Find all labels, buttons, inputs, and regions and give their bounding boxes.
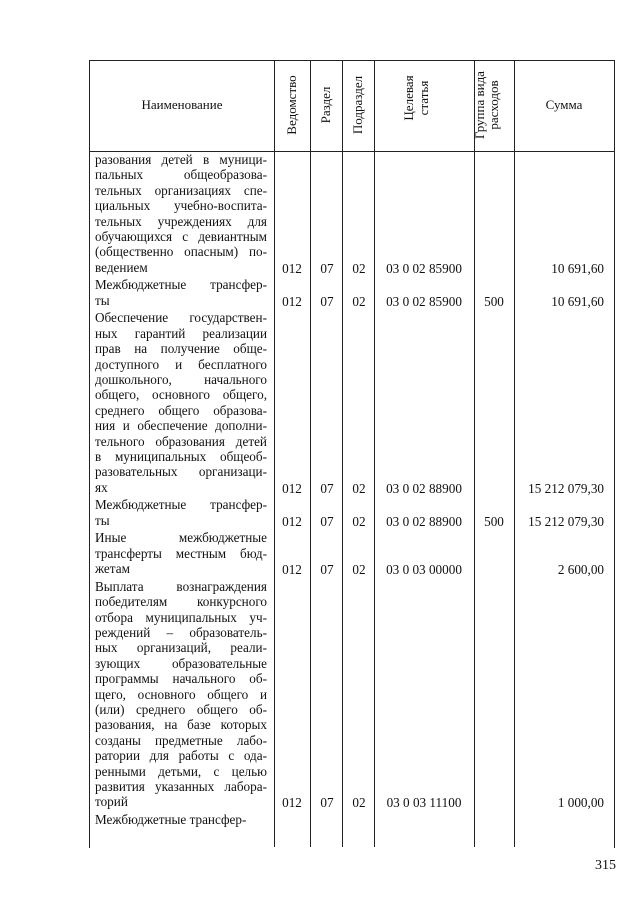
header-razdel: Раздел bbox=[318, 86, 333, 124]
cell-summa: 15 212 079,30 bbox=[528, 513, 604, 529]
row-name-line: разования детей в муници- bbox=[95, 152, 267, 167]
row-name-line: созданы предметные лабо- bbox=[95, 732, 267, 748]
header-celevaya-line1: Целевая bbox=[401, 75, 416, 121]
cell-podrazdel: 02 bbox=[352, 293, 366, 309]
cell-celevaya: 03 0 02 85900 bbox=[386, 260, 462, 276]
row-name-line: победителям конкурсного bbox=[95, 594, 267, 610]
col-rule-grp bbox=[514, 60, 515, 847]
row-name-line: тельного образования детей bbox=[95, 433, 267, 449]
cell-gruppa: 500 bbox=[484, 293, 504, 309]
row-name-line: (общественно опасным) по- bbox=[95, 244, 267, 260]
col-rule-ved bbox=[310, 60, 311, 847]
row-name-line: жетам bbox=[95, 561, 130, 577]
row-name-line: зующих образовательные bbox=[95, 655, 267, 671]
cell-razdel: 07 bbox=[320, 562, 334, 578]
row-name-line: обучающихся с девиантным bbox=[95, 229, 267, 244]
row-name-line: тельных учреждениях для bbox=[95, 213, 267, 229]
col-rule-pod bbox=[374, 60, 375, 847]
row-name-line: программы начального об- bbox=[95, 671, 267, 687]
row-name-line: разовательных организаци- bbox=[95, 464, 267, 480]
cell-celevaya: 03 0 02 88900 bbox=[386, 513, 462, 529]
header-summa: Сумма bbox=[545, 97, 583, 112]
row-name-line: тельных организациях спе- bbox=[95, 182, 267, 198]
row-name-line: циальных учебно-воспита- bbox=[95, 198, 267, 214]
header-vedomstvo: Ведомство bbox=[284, 75, 299, 135]
row-name-line: трансферты местным бюд- bbox=[95, 545, 267, 561]
row-name-line: прав на получение обще- bbox=[95, 341, 267, 357]
cell-podrazdel: 02 bbox=[352, 562, 366, 578]
row-name-line: торий bbox=[95, 794, 128, 810]
header-celevaya bbox=[380, 61, 468, 151]
row-name-line: Иные межбюджетные bbox=[95, 530, 267, 546]
cell-razdel: 07 bbox=[320, 260, 334, 276]
row-name-line: ренными детьми, с целью bbox=[95, 763, 267, 779]
cell-summa: 10 691,60 bbox=[551, 260, 604, 276]
row-name-line: ведением bbox=[95, 259, 148, 275]
row-name-line: (или) среднего общего об- bbox=[95, 702, 267, 717]
row-name-line: ных организаций, реали- bbox=[95, 640, 267, 656]
cell-summa: 2 600,00 bbox=[557, 562, 604, 578]
cell-podrazdel: 02 bbox=[352, 260, 366, 276]
row-name-line: реждений – образователь- bbox=[95, 625, 267, 640]
header-gruppa bbox=[472, 61, 514, 151]
row-name-line: дошкольного, начального bbox=[95, 372, 267, 387]
col-rule-cel bbox=[474, 60, 475, 847]
header-gruppa-line2: расходов bbox=[486, 80, 501, 130]
cell-summa: 1 000,00 bbox=[557, 795, 604, 811]
cell-vedomstvo: 012 bbox=[282, 480, 302, 496]
cell-celevaya: 03 0 02 88900 bbox=[386, 480, 462, 496]
row-name-line: Межбюджетные трансфер- bbox=[95, 277, 267, 293]
cell-podrazdel: 02 bbox=[352, 480, 366, 496]
cell-gruppa: 500 bbox=[484, 513, 504, 529]
col-rule-raz bbox=[342, 60, 343, 847]
row-name-line: Межбюджетные трансфер- bbox=[95, 812, 247, 827]
cell-razdel: 07 bbox=[320, 513, 334, 529]
cell-vedomstvo: 012 bbox=[282, 293, 302, 309]
row-name-line: развития указанных лабора- bbox=[95, 779, 267, 794]
cell-celevaya: 03 0 02 85900 bbox=[386, 293, 462, 309]
cell-celevaya: 03 0 03 00000 bbox=[386, 562, 462, 578]
row-name-line: доступного и бесплатного bbox=[95, 356, 267, 372]
page-number: 315 bbox=[595, 858, 616, 873]
header-celevaya-line2: статья bbox=[416, 80, 431, 116]
row-name-line: в муниципальных общеоб- bbox=[95, 449, 267, 464]
row-name-line: среднего общего образова- bbox=[95, 402, 267, 418]
row-name-line: Межбюджетные трансфер- bbox=[95, 497, 267, 513]
row-name-line: щего, основного общего и bbox=[95, 686, 267, 702]
cell-vedomstvo: 012 bbox=[282, 795, 302, 811]
row-name-line: разования, на базе которых bbox=[95, 717, 267, 733]
row-name-line: Выплата вознаграждения bbox=[95, 578, 267, 594]
row-name-line: Обеспечение государствен- bbox=[95, 310, 267, 326]
cell-razdel: 07 bbox=[320, 795, 334, 811]
cell-celevaya: 03 0 03 11100 bbox=[386, 795, 462, 811]
cell-podrazdel: 02 bbox=[352, 795, 366, 811]
col-rule-name bbox=[274, 60, 275, 847]
row-name-line: отбора муниципальных уч- bbox=[95, 609, 267, 625]
row-name-line: ных гарантий реализации bbox=[95, 325, 267, 341]
row-name-line: ях bbox=[95, 479, 108, 495]
row-name-line: ратории для работы с ода- bbox=[95, 748, 267, 764]
row-name-line: пальных общеобразова- bbox=[95, 167, 267, 183]
row-name-line: ты bbox=[95, 512, 110, 528]
header-podrazdel: Подраздел bbox=[350, 75, 365, 135]
header-gruppa-line1: Группа вида bbox=[472, 71, 487, 139]
cell-summa: 10 691,60 bbox=[551, 293, 604, 309]
header-name: Наименование bbox=[141, 97, 223, 112]
row-name-line: ния и обеспечение дополни- bbox=[95, 418, 267, 434]
cell-summa: 15 212 079,30 bbox=[528, 480, 604, 496]
cell-razdel: 07 bbox=[320, 480, 334, 496]
cell-razdel: 07 bbox=[320, 293, 334, 309]
cell-vedomstvo: 012 bbox=[282, 513, 302, 529]
cell-podrazdel: 02 bbox=[352, 513, 366, 529]
cell-vedomstvo: 012 bbox=[282, 562, 302, 578]
row-name-line: общего, основного общего, bbox=[95, 387, 267, 403]
cell-vedomstvo: 012 bbox=[282, 260, 302, 276]
row-name-line: ты bbox=[95, 292, 110, 308]
